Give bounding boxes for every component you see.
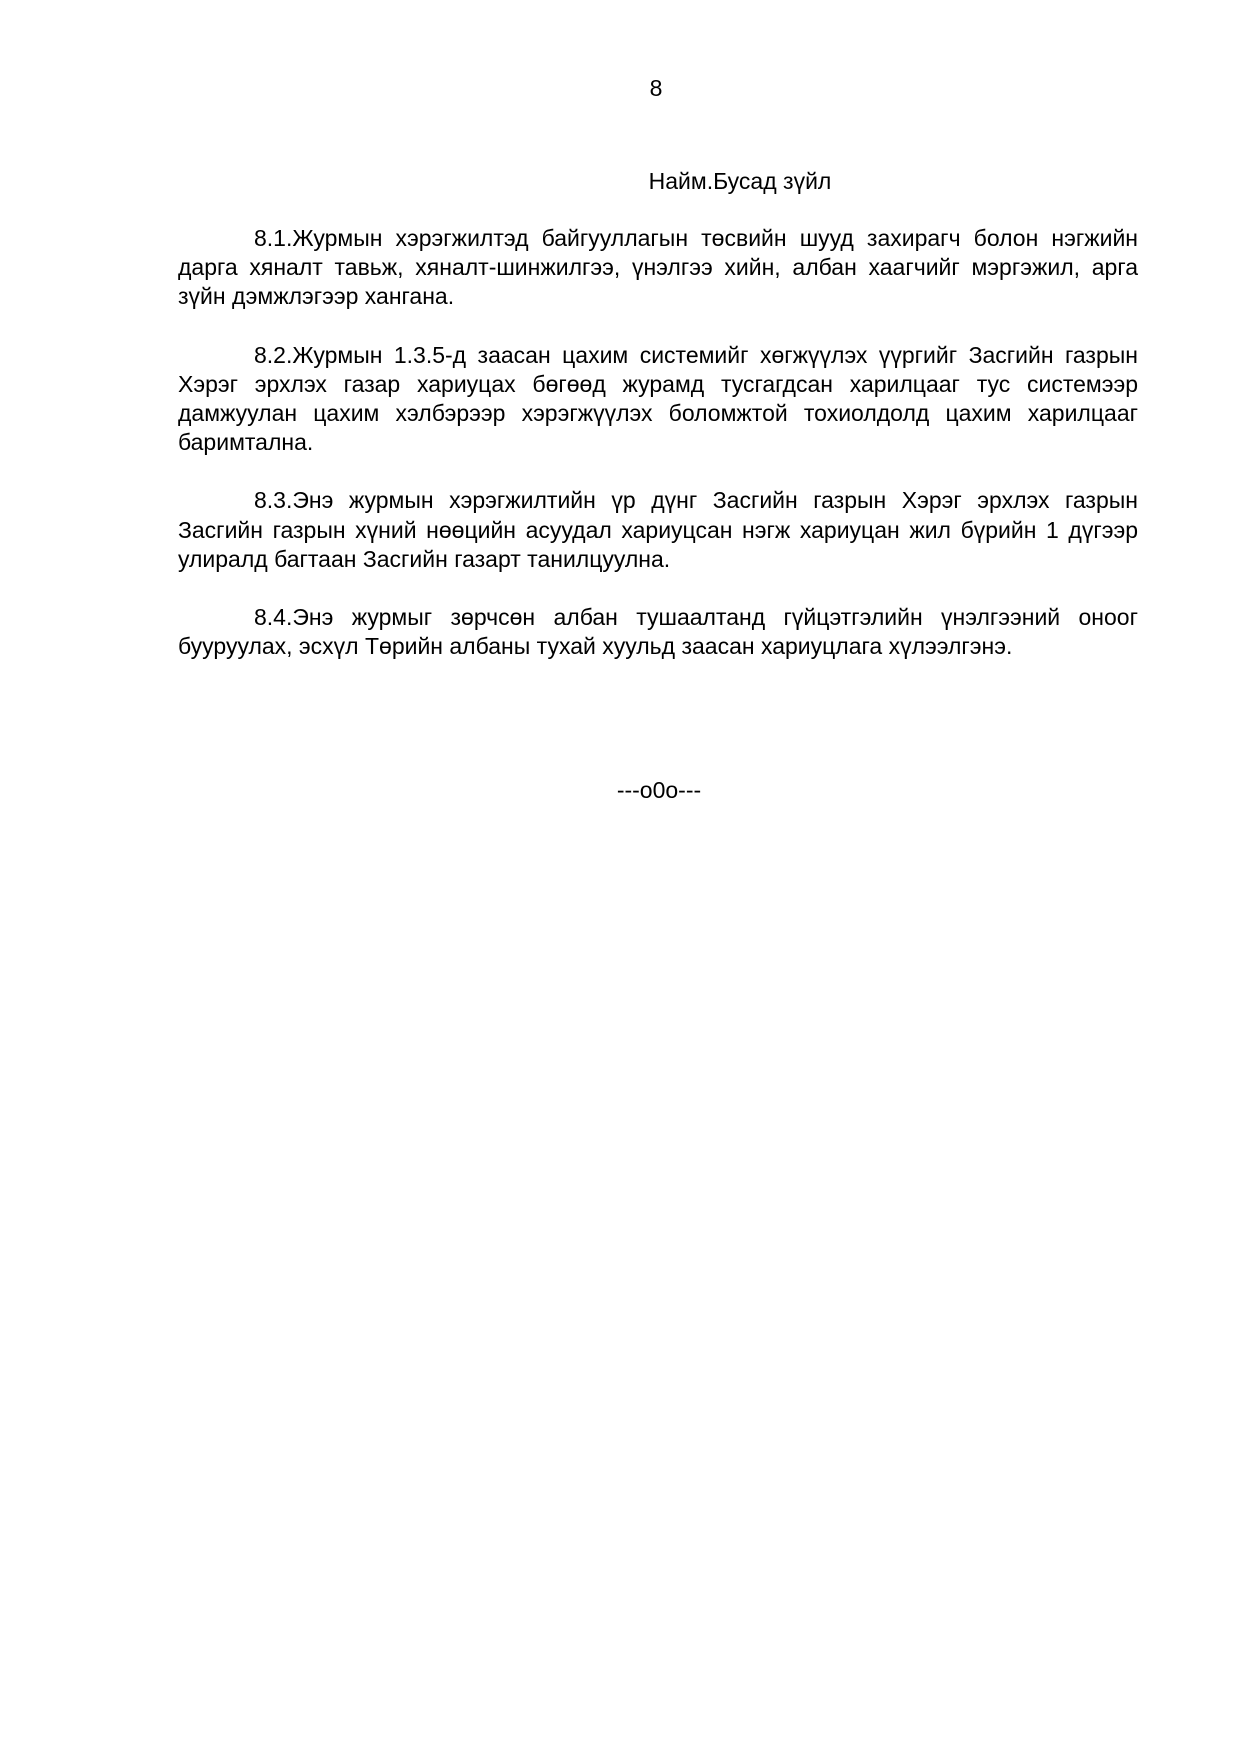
closing-mark: ---o0o--- xyxy=(616,777,702,803)
paragraph-8-4: 8.4.Энэ журмыг зөрчсөн албан тушаалтанд гүйцэтгэлийн үнэлгээний оноог бууруулах, эсхүл Төрийн албаны тухай хуульд заасан хариуцлага хүлээлгэнэ. xyxy=(178,604,1138,660)
paragraph-8-2: 8.2.Журмын 1.3.5-д заасан цахим системийг хөгжүүлэх үүргийг Засгийн газрын Хэрэг эрхлэх газар хариуцах бөгөөд журамд тусгагдсан харилцааг тус системээр дамжуулан цахим хэлбэрээр хэрэгжүүлэх боломжтой тохиолдолд цахим харилцааг баримтална. xyxy=(178,341,1138,456)
body-text xyxy=(178,224,1138,690)
page-number: 8 xyxy=(649,75,663,101)
section-heading: Найм.Бусад зүйл xyxy=(648,168,832,194)
paragraph-8-1: 8.1.Журмын хэрэгжилтэд байгууллагын төсвийн шууд захирагч болон нэгжийн дарга хяналт тавьж, хяналт-шинжилгээ, үнэлгээ хийн, албан хаагчийг мэргэжил, арга зүйн дэмжлэгээр хангана. xyxy=(178,225,1138,310)
paragraph-8-3: 8.3.Энэ журмын хэрэгжилтийн үр дүнг Засгийн газрын Хэрэг эрхлэх газрын Засгийн газрын хүний нөөцийн асуудал хариуцсан нэгж хариуцан жил бүрийн 1 дүгээр улиралд багтаан Засгийн газарт танилцуулна. xyxy=(178,487,1138,572)
